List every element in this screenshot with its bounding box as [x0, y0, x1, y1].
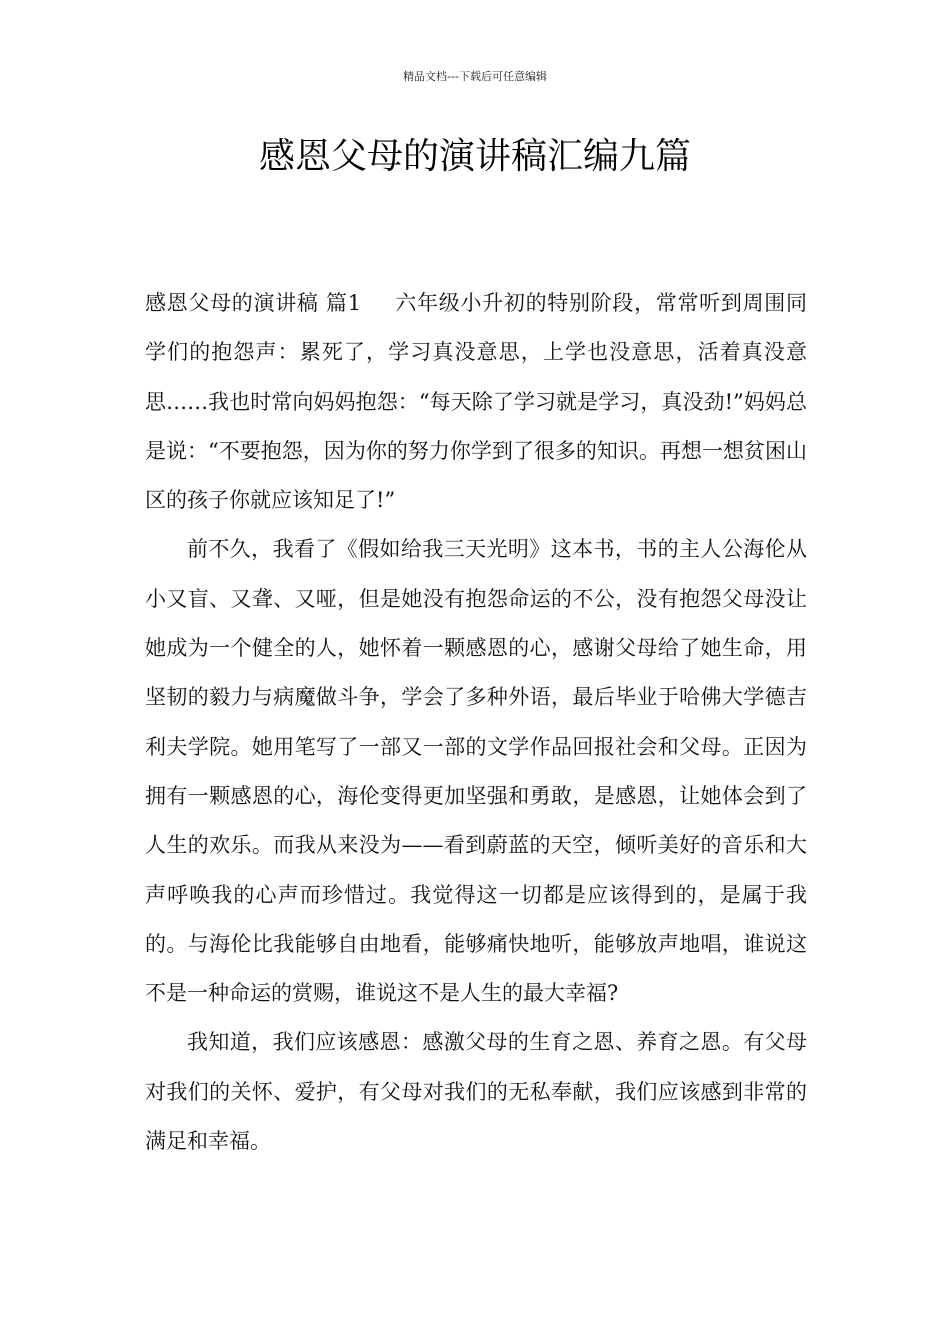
page-header-note: 精品文档---下载后可任意编辑	[403, 70, 547, 83]
document-title: 感恩父母的演讲稿汇编九篇	[258, 136, 691, 177]
paragraph-3: 我知道，我们应该感恩：感激父母的生育之恩、养育之恩。有父母对我们的关怀、爱护，有父母对我们的无私奉献，我们应该感到非常的满足和幸福。	[145, 1030, 807, 1154]
paragraph-1-text: 六年级小升初的特别阶段，常常听到周围同学们的抱怨声：累死了，学习真没意思，上学也没意思，活着真没意思……我也时常向妈妈抱怨：“每天除了学习就是学习，真没劲!”妈妈总是说：“不要抱怨，因为你的努力你学到了很多的知识。再想一想贫困山区的孩子你就应该知足了!”	[145, 291, 807, 513]
section-label: 感恩父母的演讲稿 篇1	[145, 291, 362, 315]
document-body	[145, 279, 807, 1166]
paragraph-2: 前不久，我看了《假如给我三天光明》这本书，书的主人公海伦从小又盲、又聋、又哑，但是她没有抱怨命运的不公，没有抱怨父母没让她成为一个健全的人，她怀着一颗感恩的心，感谢父母给了她生命，用坚韧的毅力与病魔做斗争，学会了多种外语，最后毕业于哈佛大学德吉利夫学院。她用笔写了一部又一部的文学作品回报社会和父母。正因为拥有一颗感恩的心，海伦变得更加坚强和勇敢，是感恩，让她体会到了人生的欢乐。而我从来没为——看到蔚蓝的天空，倾听美好的音乐和大声呼唤我的心声而珍惜过。我觉得这一切都是应该得到的，是属于我的。与海伦比我能够自由地看，能够痛快地听，能够放声地唱，谁说这不是一种命运的赏赐，谁说这不是人生的最大幸福?	[145, 537, 807, 1006]
paragraph-1	[145, 279, 807, 525]
